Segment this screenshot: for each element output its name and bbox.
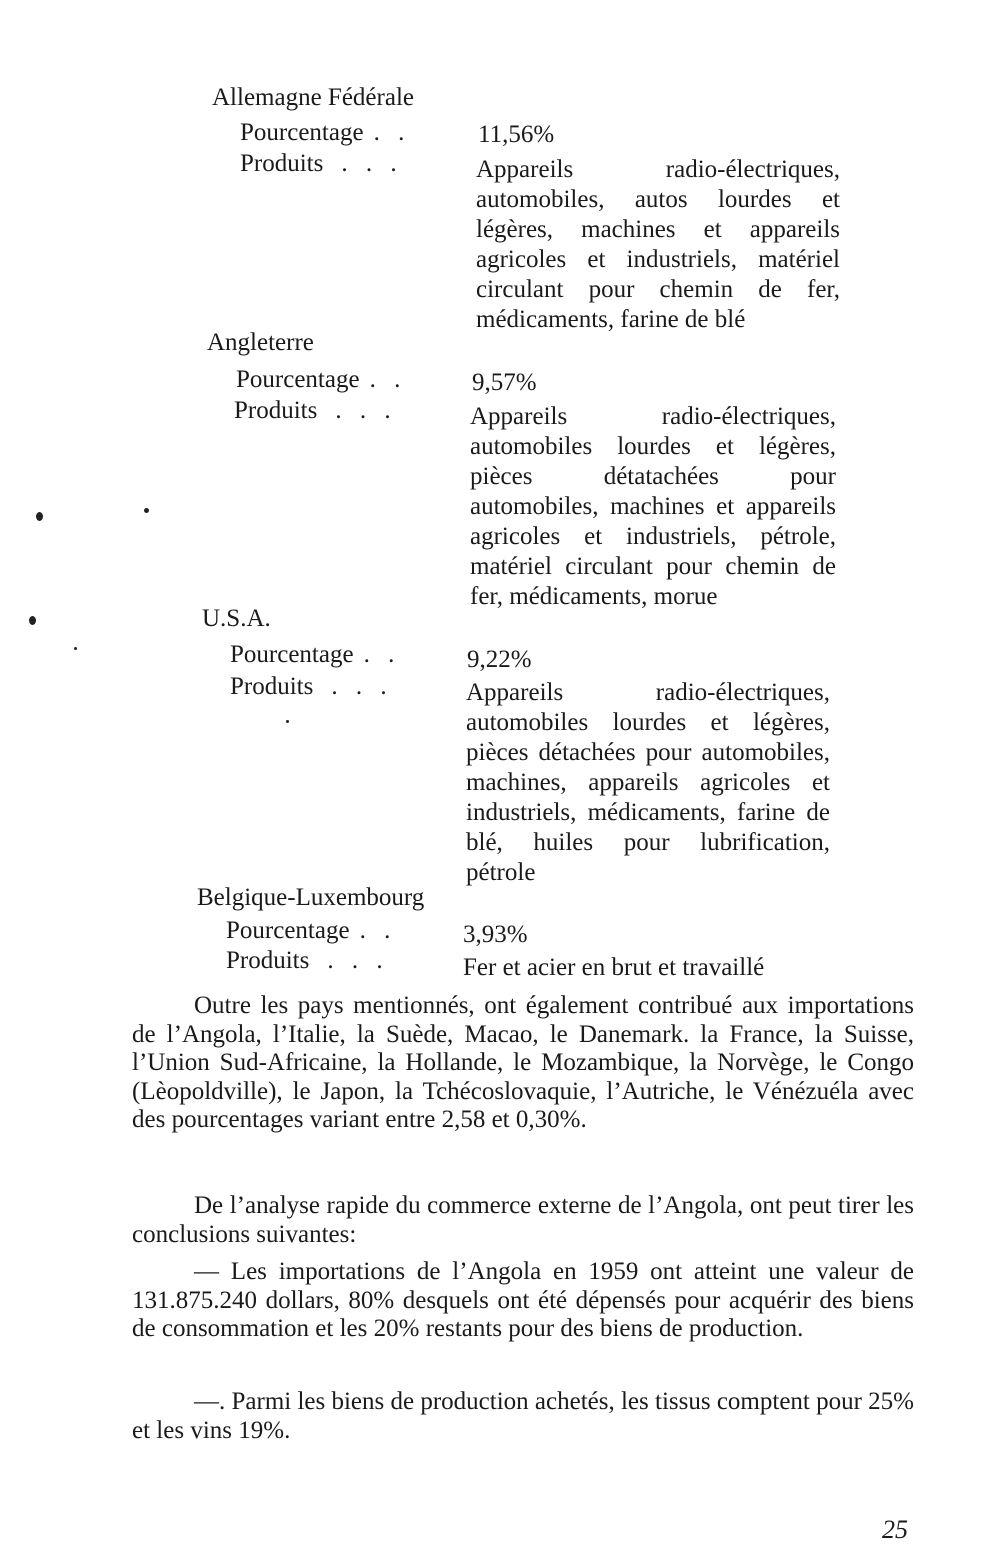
products-label: Produits . . . — [240, 150, 403, 177]
percentage-value: 9,22% — [467, 646, 532, 673]
percentage-label: Pourcentage . . — [240, 119, 411, 146]
scan-speck — [29, 616, 36, 625]
paragraph-other-countries: Outre les pays mentionnés, ont également contribué aux importations de l’Angola, l’Italie, la Suède, Macao, le Danemark. la France, la Suisse, l’Union Sud-Africaine, la Hollande, le Mozambique, la Norvège, le Congo (Lèopoldville), le Japon, la Tchécoslovaquie, l’Autriche, le Vénézuéla avec des pourcentages variant entre 2,58 et 0,30%. — [132, 992, 914, 1133]
products-label: Produits . . . — [226, 947, 389, 974]
products-list: Fer et acier en brut et travaillé — [463, 954, 765, 981]
scan-speck — [144, 508, 149, 513]
percentage-value: 9,57% — [472, 369, 537, 396]
paragraph-conclusion-2: —. Parmi les biens de production achetés, les tissus comptent pour 25% et les vins 19%. — [132, 1388, 915, 1444]
percentage-label: Pourcentage . . — [236, 366, 407, 393]
percentage-value: 11,56% — [478, 121, 555, 148]
scan-speck — [286, 720, 289, 723]
percentage-label: Pourcentage . . — [226, 917, 397, 944]
products-list: Appareils radio-électriques, automobiles, autos lourdes et légères, machines et appareils agricoles et industriels, matériel circulant pour chemin de fer, médicaments, farine de blé — [476, 156, 840, 333]
country-name: Allemagne Fédérale — [212, 84, 414, 111]
scan-speck — [36, 512, 43, 521]
country-name: Belgique-Luxembourg — [197, 884, 425, 911]
products-label: Produits . . . — [230, 673, 393, 700]
products-label: Produits . . . — [234, 397, 397, 424]
paragraph-conclusions-intro: De l’analyse rapide du commerce externe de l’Angola, ont peut tirer les conclusions suivantes: — [132, 1192, 914, 1248]
scan-speck — [74, 647, 77, 650]
percentage-value: 3,93% — [463, 921, 528, 948]
paragraph-conclusion-1: — Les importations de l’Angola en 1959 ont atteint une valeur de 131.875.240 dollars, 80% desquels ont été dépensés pour acquérir des biens de consommation et les 20% restants pour des biens de production. — [132, 1258, 914, 1342]
country-name: U.S.A. — [202, 605, 271, 632]
products-list: Appareils radio-électriques, automobiles lourdes et légères, pièces détachées pour automobiles, machines, appareils agricoles et industriels, médicaments, farine de blé, huiles pour lubrification, pétrole — [466, 679, 830, 886]
percentage-label: Pourcentage . . — [230, 641, 401, 668]
page-number: 25 — [882, 1515, 908, 1544]
country-name: Angleterre — [207, 329, 314, 356]
products-list: Appareils radio-électriques, automobiles lourdes et légères, pièces détatachées pour automobiles, machines et appareils agricoles et industriels, pétrole, matériel circulant pour chemin de fer, médicaments, morue — [470, 403, 836, 610]
